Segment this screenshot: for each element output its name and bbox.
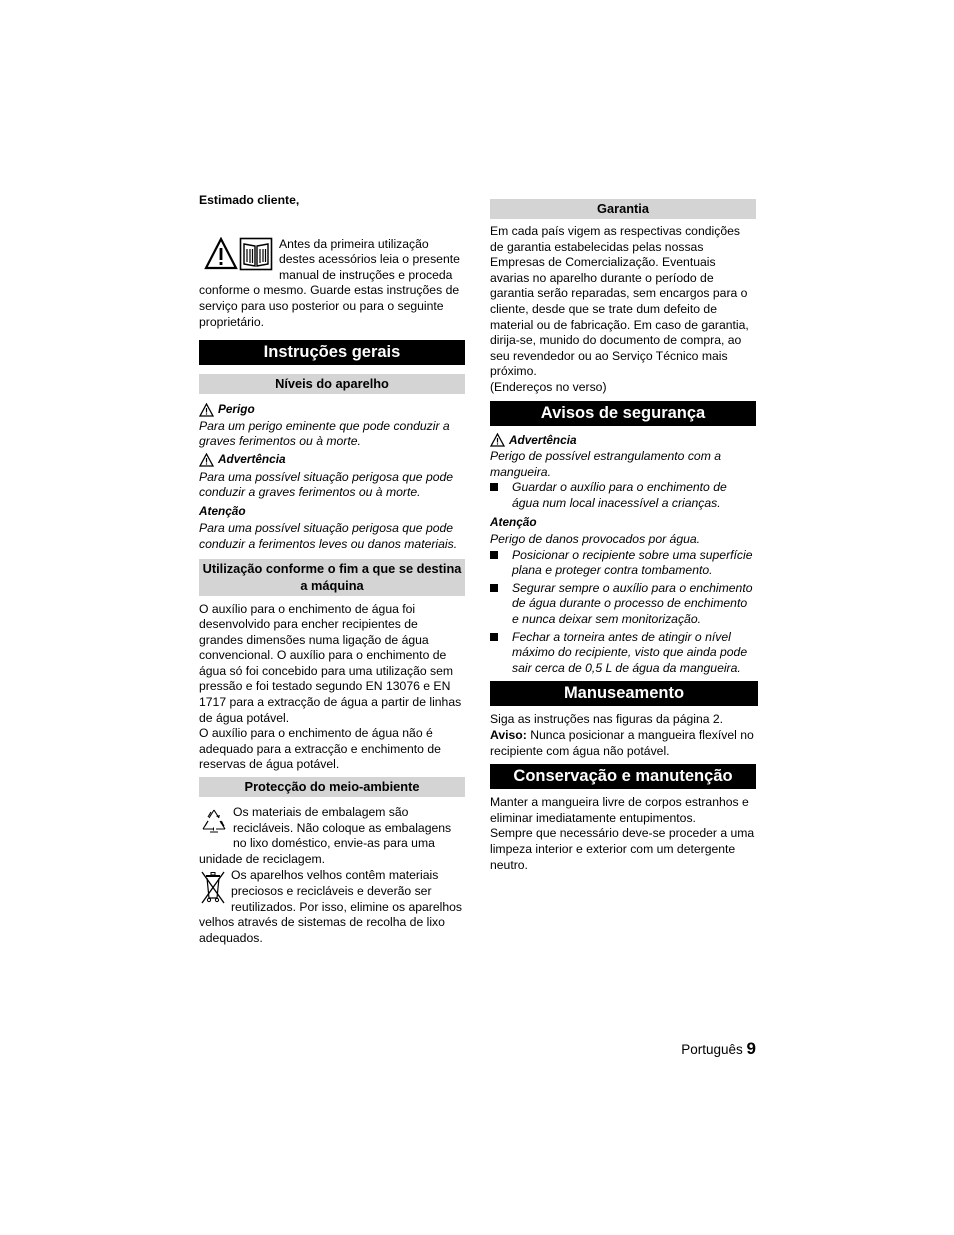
warning-triangle-icon [204,237,238,271]
right-column [490,199,756,873]
warning-triangle-icon [199,453,214,467]
intended-use-text-1: O auxílio para o enchimento de água foi desenvolvido para encher recipientes de grandes dimensões numa ligação de água convencional. O auxílio para o enchimento de água só foi concebido para uma utilização sem pressão e foi testado segundo EN 13076 e EN 1717 para a extracção de água a partir de linhas de água potável. [199,601,462,725]
env-disposal-block [199,868,465,946]
safety-caution-text: Perigo de danos provocados por água. [490,532,701,547]
safety-bullet-text: Posicionar o recipiente sobre uma superfície plana e proteger contra tombamento. [512,547,753,578]
safety-bullet-text: Fechar a torneira antes de atingir o nível máximo do recipiente, visto que ainda pode sair cerca de 0,5 L de água da mangueira. [512,629,748,675]
recycle-icon [199,807,229,837]
safety-bullet [490,548,756,579]
safety-warning-label: Advertência [509,432,577,447]
danger-label: Perigo [218,402,255,417]
env-packaging-text: Os materiais de embalagem são recicláveis. Não coloque as embalagens no lixo doméstico, envie-as para uma unidade de reciclagem. [199,805,452,866]
handling-note [490,728,756,759]
env-disposal-text: Os aparelhos velhos contêm materiais preciosos e recicláveis e deverão ser reutilizados. Por isso, elimine os aparelhos velhos através de sistemas de recolha de lixo adequados. [199,868,462,945]
warranty-address-note: (Endereços no verso) [490,379,607,394]
danger-text: Para um perigo eminente que pode conduzir a graves ferimentos ou à morte. [199,418,450,449]
bullet-square-icon [490,633,498,641]
warranty-text: Em cada país vigem as respectivas condições de garantia estabelecidas pelas nossas Empresas de Comercialização. Eventuais avarias no aparelho durante o período de garantia serão reparadas, sem encargos para o cliente, desde que se trate dum defeito de material ou de fabricação. Em caso de garantia, dirija-se, munido do documento de compra, ao seu revendedor ou ao Serviço Técnico mais próximo. [490,224,749,379]
caution-text: Para uma possível situação perigosa que pode conduzir a ferimentos leves ou danos materiais. [199,521,458,551]
safety-bullet [490,581,756,628]
safety-icons [199,215,275,273]
heading-handling: Manuseamento [490,681,758,706]
left-column [199,193,465,946]
manual-book-icon [239,237,273,271]
caution-label: Atenção [199,503,246,518]
warning-text: Para uma possível situação perigosa que pode conduzir a graves ferimentos ou à morte. [199,469,454,500]
safety-bullet-text: Guardar o auxílio para o enchimento de água num local inacessível a crianças. [512,480,727,510]
env-recycling-block [199,805,465,867]
note-label: Aviso: [490,728,527,743]
heading-warranty: Garantia [490,199,756,219]
safety-bullet-text: Segurar sempre o auxílio para o enchimento de água durante o processo de enchimento e nunca deixar sem monitorização. [512,580,753,627]
warning-triangle-icon [490,433,505,447]
heading-intended-use: Utilização conforme o fim a que se destina a máquina [199,559,465,596]
safety-warning-heading [490,433,756,449]
note-text: Nunca posicionar a mangueira flexível no recipiente com água não potável. [490,728,754,758]
heading-safety: Avisos de segurança [490,401,756,426]
safety-warning-text: Perigo de possível estrangulamento com a mangueira. [490,449,722,479]
heading-device-levels: Níveis do aparelho [199,374,465,394]
safety-bullet [490,630,756,677]
heading-care-maintenance: Conservação e manutenção [490,764,756,789]
danger-heading [199,402,465,418]
heading-environment: Protecção do meio-ambiente [199,777,465,797]
bullet-square-icon [490,483,498,491]
intro-block [199,215,465,331]
page-number: 9 [746,1039,756,1058]
warning-triangle-icon [199,403,214,417]
page-footer [640,1041,756,1058]
warning-heading [199,452,465,468]
bullet-square-icon [490,584,498,592]
bullet-square-icon [490,551,498,559]
intro-text: Antes da primeira utilização destes acessórios leia o presente manual de instruções e proceda conforme o mesmo. Guarde estas instruções de serviço para uso posterior ou para o seguinte proprietário. [199,236,460,329]
care-text-2: Sempre que necessário deve-se proceder a uma limpeza interior e exterior com um detergente neutro. [490,826,755,872]
safety-bullet [490,480,756,511]
handling-text: Siga as instruções nas figuras da página 2. [490,712,724,727]
safety-caution-label: Atenção [490,514,537,529]
warning-label: Advertência [218,451,286,466]
heading-general-instructions: Instruções gerais [199,340,465,365]
crossed-bin-icon [199,869,227,905]
intended-use-text-2: O auxílio para o enchimento de água não é adequado para a extracção e enchimento de reservas de água potável. [199,726,441,772]
greeting: Estimado cliente, [199,193,300,207]
footer-language: Português [681,1042,743,1057]
care-text-1: Manter a mangueira livre de corpos estranhos e eliminar imediatamente entupimentos. [490,795,749,825]
